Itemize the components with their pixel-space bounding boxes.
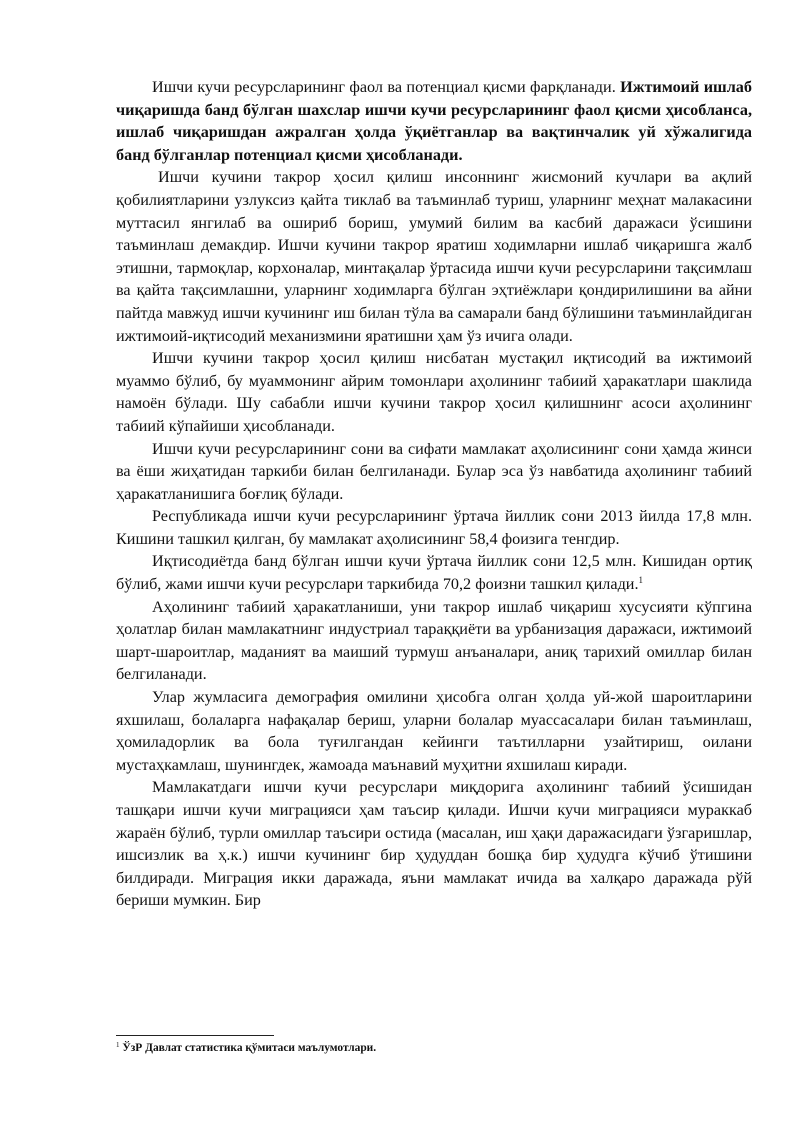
footnote-text: ЎзР Давлат статистика қўмитаси маълумотлари. [122, 1042, 377, 1054]
paragraph-7: Аҳолининг табиий ҳаракатланиши, уни такрор ишлаб чиқариш хусусияти кўпгина ҳолатлар билан мамлакатнинг индустриал тараққиёти ва урбанизация даражаси, ижтимоий шарт-шароитлар, маданият ва маиший турмуш анъаналари, аниқ тарихий омиллар билан белгиланади. [116, 597, 752, 684]
paragraph-2: Ишчи кучини такрор ҳосил қилиш инсоннинг жисмоний кучлари ва ақлий қобилиятларини узлуксиз қайта тиклаб ва таъминлаб туриш, уларнинг меҳнат малакасини муттасил янгилаб ва ошириб бориш, умумий билим ва касбий даражаси ўсишини таъминлаш демакдир. Ишчи кучини такрор яратиш ходимларни ишлаб чиқаришга жалб этишни, тармоқлар, корхоналар, минтақалар ўртасида ишчи кучи ресурсларини тақсимлаш ва қайта тақсимлашни, уларнинг ходимларга бўлган эҳтиёжлари қондирилишини ва айни пайтда мавжуд ишчи кучининг иш билан тўла ва самарали банд бўлишини таъминлайдиган ижтимоий-иқтисодий механизмини яратишни ҳам ўз ичига олади. [116, 168, 752, 345]
paragraph-1 [116, 76, 752, 166]
paragraph-8: Улар жумласига демография омилини ҳисобга олган ҳолда уй-жой шароитларини яхшилаш, болаларга нафақалар бериш, уларни болалар муассасалари билан таъминлаш, ҳомиладорлик ва бола туғилгандан кейинги таътилларни узайтириш, оилани мустаҳкамлаш, шунингдек, жамоада маънавий муҳитни яхшилаш киради. [116, 688, 752, 774]
paragraph-1-text: Ишчи кучи ресурсларининг фаол ва потенциал қисми фарқланади. [152, 78, 621, 96]
body-text [116, 76, 752, 912]
paragraph-4: Ишчи кучи ресурсларининг сони ва сифати мамлакат аҳолисининг сони ҳамда жинси ва ёши жиҳатидан таркиби билан белгиланади. Булар эса ўз навбатида аҳолининг табиий ҳаракатланишига боғлиқ бўлади. [116, 439, 752, 503]
footnote-reference[interactable]: 1 [638, 575, 644, 586]
paragraph-1-bold-text: Ижтимоий ишлаб чиқаришда банд бўлган шахслар ишчи кучи ресурсларининг фаол қисми ҳисобланса, ишлаб чиқаришдан ажралган ҳолда ўқиётганлар ва вақтинчалик уй хўжалигида банд бўлганлар потенциал қисми ҳисобланади. [116, 78, 752, 164]
paragraph-5: Республикада ишчи кучи ресурсларининг ўртача йиллик сони 2013 йилда 17,8 млн. Кишини ташкил қилган, бу мамлакат аҳолисининг 58,4 фоизига тенгдир. [116, 507, 752, 548]
footnote [116, 1041, 752, 1055]
paragraph-6 [116, 550, 752, 595]
paragraph-9: Мамлакатдаги ишчи кучи ресурслари миқдорига аҳолининг табиий ўсишидан ташқари ишчи кучи миграцияси ҳам таъсир қилади. Ишчи кучи миграцияси мураккаб жараён бўлиб, турли омиллар таъсири остида (масалан, иш ҳақи даражасидаги ўзгаришлар, ишсизлик ва ҳ.к.) ишчи кучининг бир ҳудуддан бошқа бир ҳудудга кўчиб ўтишини билдиради. Миграция икки даражада, яъни мамлакат ичида ва халқаро даражада рўй бериши мумкин. Бир [116, 778, 752, 910]
paragraph-3: Ишчи кучини такрор ҳосил қилиш нисбатан мустақил иқтисодий ва ижтимоий муаммо бўлиб, бу муаммонинг айрим томонлари аҳолининг табиий ҳаракатлари шаклида намоён бўлади. Шу сабабли ишчи кучини такрор ҳосил қилишнинг асоси аҳолининг табиий кўпайиши ҳисобланади. [116, 349, 752, 435]
footnote-marker: 1 [116, 1041, 120, 1049]
footnote-divider [116, 1035, 274, 1036]
paragraph-6-text: Иқтисодиётда банд бўлган ишчи кучи ўртача йиллик сони 12,5 млн. Кишидан ортиқ бўлиб, жами ишчи кучи ресурслари таркибида 70,2 фоизни ташкил қилади. [116, 552, 752, 594]
